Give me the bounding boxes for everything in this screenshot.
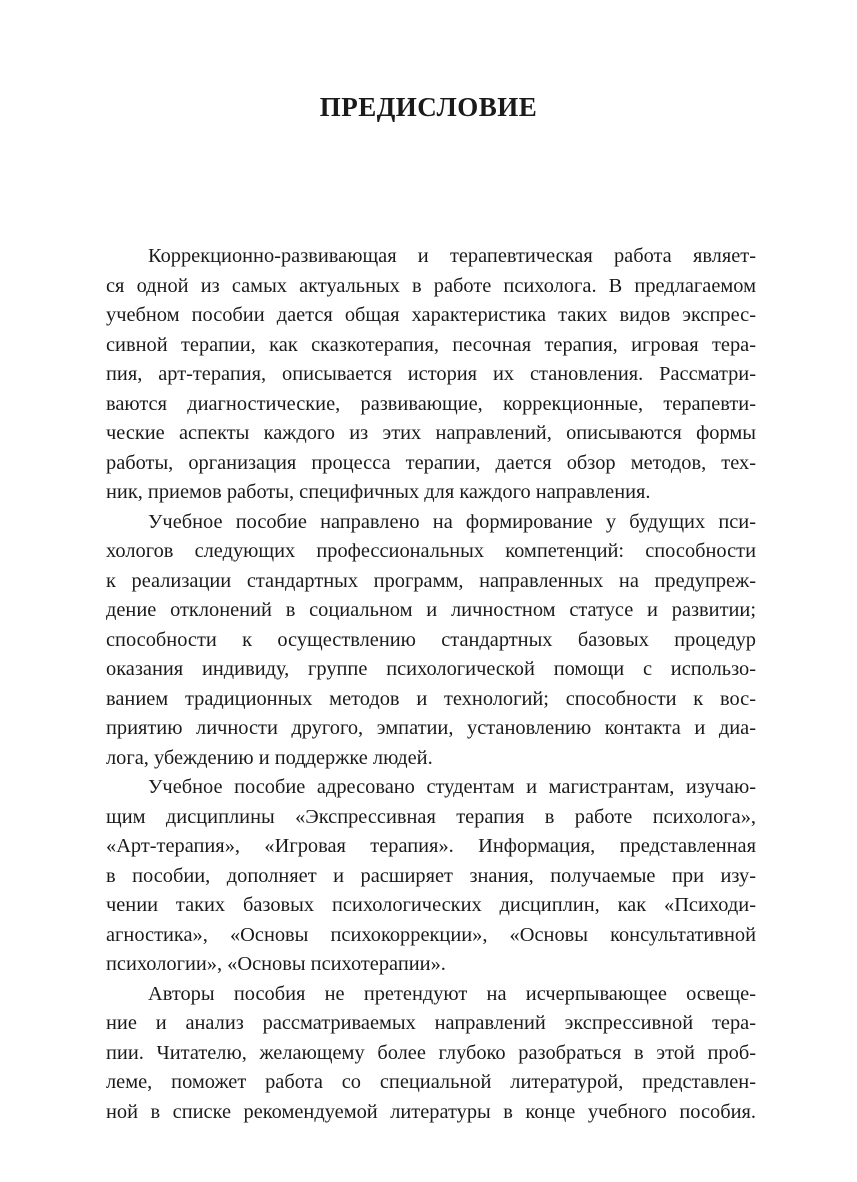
text-line: лога, убеждению и поддержке людей.	[106, 746, 433, 769]
paragraph	[106, 508, 756, 774]
text-line: ся одной из самых актуальных в работе психолога. В предлагаемом	[106, 274, 756, 297]
text-line: Учебное пособие адресовано студентам и магистрантам, изучаю-	[148, 776, 756, 798]
text-line: приятию личности другого, эмпатии, установлению контакта и диа-	[106, 717, 756, 739]
text-line: учебном пособии дается общая характеристика таких видов экспрес-	[106, 304, 756, 326]
text-line: пии. Читателю, желающему более глубоко разобраться в этой проб-	[106, 1041, 756, 1064]
text-line: ванием традиционных методов и технологий; способности к вос-	[106, 687, 756, 710]
text-line: работы, организация процесса терапии, дается обзор методов, тех-	[106, 451, 756, 474]
text-line: к реализации стандартных программ, направленных на предупреж-	[106, 569, 756, 592]
text-line: ваются диагностические, развивающие, коррекционные, терапевти-	[106, 392, 756, 415]
text-line: ник, приемов работы, специфичных для каждого направления.	[106, 481, 651, 503]
paragraph	[106, 242, 756, 508]
text-line: сивной терапии, как сказкотерапия, песочная терапия, игровая тера-	[106, 333, 756, 356]
text-line: щим дисциплины «Экспрессивная терапия в работе психолога»,	[106, 805, 756, 828]
text-line: психологии», «Основы психотерапии».	[106, 953, 446, 975]
text-line: ние и анализ рассматриваемых направлений экспрессивной тера-	[106, 1012, 756, 1034]
text-line: Коррекционно-развивающая и терапевтическая работа являет-	[148, 245, 756, 267]
text-line: «Арт-терапия», «Игровая терапия». Информация, представленная	[106, 835, 756, 857]
preface-body	[106, 242, 756, 1127]
text-line: пия, арт-терапия, описывается история их становления. Рассматри-	[106, 363, 756, 385]
text-line: дение отклонений в социальном и личностном статусе и развитии;	[106, 599, 756, 621]
text-line: ной в списке рекомендуемой литературы в конце учебного пособия.	[106, 1100, 756, 1123]
text-line: оказания индивиду, группе психологической помощи с использо-	[106, 658, 756, 680]
text-line: Учебное пособие направлено на формирование у будущих пси-	[148, 510, 756, 533]
text-line: Авторы пособия не претендуют на исчерпывающее освеще-	[148, 982, 756, 1005]
paragraph	[106, 980, 756, 1128]
text-line: в пособии, дополняет и расширяет знания, получаемые при изу-	[106, 864, 756, 887]
text-line: агностика», «Основы психокоррекции», «Основы консультативной	[106, 923, 756, 946]
page-title: ПРЕДИСЛОВИЕ	[319, 92, 538, 122]
text-line: ческие аспекты каждого из этих направлений, описываются формы	[106, 422, 756, 444]
text-line: леме, поможет работа со специальной литературой, представлен-	[106, 1071, 756, 1093]
text-line: способности к осуществлению стандартных базовых процедур	[106, 628, 756, 651]
text-line: чении таких базовых психологических дисциплин, как «Психоди-	[106, 894, 756, 916]
paragraph	[106, 773, 756, 980]
text-line: хологов следующих профессиональных компетенций: способности	[106, 540, 756, 562]
